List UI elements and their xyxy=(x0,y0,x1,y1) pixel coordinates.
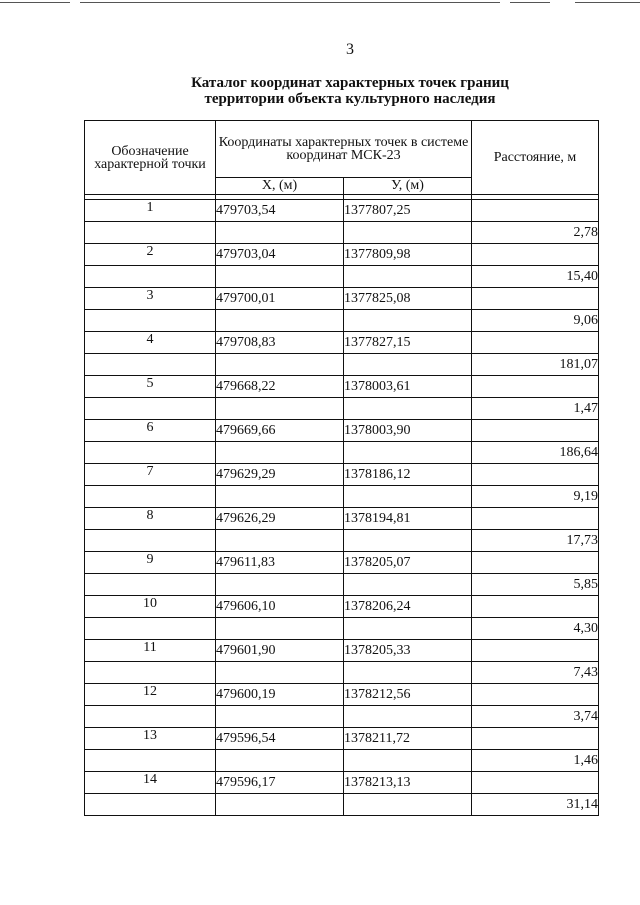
y-coordinate-cell: 1378186,12 xyxy=(344,464,472,486)
y-coordinate-cell: 1377807,25 xyxy=(344,200,472,222)
distance-cell: 4,30 xyxy=(472,618,599,640)
header-point-designation: Обозначение характерной точки xyxy=(85,121,216,195)
distance-row-empty-cell xyxy=(344,354,472,376)
distance-cell: 31,14 xyxy=(472,794,599,816)
point-id-cell: 11 xyxy=(85,640,216,662)
distance-row-empty-cell xyxy=(85,794,216,816)
scan-edge-segment xyxy=(575,2,640,3)
y-coordinate-cell: 1378003,90 xyxy=(344,420,472,442)
point-id-cell: 9 xyxy=(85,552,216,574)
distance-row-empty-cell xyxy=(216,618,344,640)
x-coordinate-cell: 479596,17 xyxy=(216,772,344,794)
distance-row-empty-cell xyxy=(344,574,472,596)
point-id-cell: 2 xyxy=(85,244,216,266)
table-row-distance xyxy=(85,442,599,464)
scan-top-edge xyxy=(0,0,640,6)
distance-cell: 1,47 xyxy=(472,398,599,420)
distance-row-empty-cell xyxy=(85,310,216,332)
table-row-distance xyxy=(85,398,599,420)
distance-row-empty-cell xyxy=(216,442,344,464)
table-row-point xyxy=(85,552,599,574)
distance-row-empty-cell xyxy=(344,750,472,772)
distance-row-empty-cell xyxy=(344,794,472,816)
distance-row-empty-cell xyxy=(344,398,472,420)
distance-row-empty-cell xyxy=(85,662,216,684)
distance-cell: 1,46 xyxy=(472,750,599,772)
table-row-point xyxy=(85,288,599,310)
x-coordinate-cell: 479629,29 xyxy=(216,464,344,486)
header-x: Х, (м) xyxy=(216,178,344,195)
distance-row-empty-cell xyxy=(344,310,472,332)
title-line-2: территории объекта культурного наследия xyxy=(204,91,496,107)
x-coordinate-cell: 479700,01 xyxy=(216,288,344,310)
distance-cell: 17,73 xyxy=(472,530,599,552)
point-id-cell: 10 xyxy=(85,596,216,618)
y-coordinate-cell: 1377827,15 xyxy=(344,332,472,354)
table-row-point xyxy=(85,420,599,442)
distance-empty-cell xyxy=(472,244,599,266)
point-id-cell: 4 xyxy=(85,332,216,354)
distance-cell: 3,74 xyxy=(472,706,599,728)
table-row-distance xyxy=(85,222,599,244)
point-id-cell: 1 xyxy=(85,200,216,222)
table-row-distance xyxy=(85,794,599,816)
point-id-cell: 3 xyxy=(85,288,216,310)
distance-empty-cell xyxy=(472,596,599,618)
point-id-cell: 6 xyxy=(85,420,216,442)
y-coordinate-cell: 1378212,56 xyxy=(344,684,472,706)
distance-cell: 15,40 xyxy=(472,266,599,288)
distance-row-empty-cell xyxy=(85,398,216,420)
y-coordinate-cell: 1378205,33 xyxy=(344,640,472,662)
point-id-cell: 12 xyxy=(85,684,216,706)
x-coordinate-cell: 479596,54 xyxy=(216,728,344,750)
table-row-point xyxy=(85,728,599,750)
distance-row-empty-cell xyxy=(344,486,472,508)
table-row-point xyxy=(85,772,599,794)
distance-cell: 181,07 xyxy=(472,354,599,376)
table-row-point xyxy=(85,200,599,222)
coordinates-table xyxy=(84,120,599,816)
page-number: 3 xyxy=(346,41,354,58)
distance-empty-cell xyxy=(472,640,599,662)
x-coordinate-cell: 479669,66 xyxy=(216,420,344,442)
header-distance: Расстояние, м xyxy=(472,121,599,195)
table-row-point xyxy=(85,332,599,354)
distance-empty-cell xyxy=(472,376,599,398)
y-coordinate-cell: 1377825,08 xyxy=(344,288,472,310)
distance-row-empty-cell xyxy=(216,354,344,376)
distance-row-empty-cell xyxy=(85,530,216,552)
distance-row-empty-cell xyxy=(216,574,344,596)
distance-row-empty-cell xyxy=(344,530,472,552)
x-coordinate-cell: 479708,83 xyxy=(216,332,344,354)
distance-row-empty-cell xyxy=(85,574,216,596)
distance-empty-cell xyxy=(472,552,599,574)
title-line-1: Каталог координат характерных точек границ xyxy=(191,75,509,91)
distance-row-empty-cell xyxy=(85,442,216,464)
header-y: У, (м) xyxy=(344,178,472,195)
distance-cell: 7,43 xyxy=(472,662,599,684)
x-coordinate-cell: 479703,04 xyxy=(216,244,344,266)
distance-empty-cell xyxy=(472,200,599,222)
distance-row-empty-cell xyxy=(344,442,472,464)
header-coordinates: Координаты характерных точек в системе координат МСК-23 xyxy=(216,121,472,178)
x-coordinate-cell: 479606,10 xyxy=(216,596,344,618)
distance-row-empty-cell xyxy=(216,222,344,244)
x-coordinate-cell: 479600,19 xyxy=(216,684,344,706)
distance-row-empty-cell xyxy=(344,706,472,728)
distance-empty-cell xyxy=(472,332,599,354)
distance-row-empty-cell xyxy=(216,398,344,420)
distance-row-empty-cell xyxy=(85,222,216,244)
distance-row-empty-cell xyxy=(85,618,216,640)
point-id-cell: 5 xyxy=(85,376,216,398)
distance-empty-cell xyxy=(472,684,599,706)
table-row-distance xyxy=(85,486,599,508)
distance-cell: 186,64 xyxy=(472,442,599,464)
y-coordinate-cell: 1378213,13 xyxy=(344,772,472,794)
table-row-point xyxy=(85,596,599,618)
distance-empty-cell xyxy=(472,772,599,794)
distance-row-empty-cell xyxy=(344,662,472,684)
distance-cell: 9,19 xyxy=(472,486,599,508)
table-row-point xyxy=(85,464,599,486)
table-row-distance xyxy=(85,310,599,332)
distance-row-empty-cell xyxy=(344,266,472,288)
distance-row-empty-cell xyxy=(216,794,344,816)
distance-cell: 2,78 xyxy=(472,222,599,244)
table-row-point xyxy=(85,508,599,530)
scan-edge-segment xyxy=(80,2,500,3)
y-coordinate-cell: 1378211,72 xyxy=(344,728,472,750)
scan-edge-segment xyxy=(0,2,70,3)
y-coordinate-cell: 1377809,98 xyxy=(344,244,472,266)
distance-row-empty-cell xyxy=(216,750,344,772)
distance-cell: 9,06 xyxy=(472,310,599,332)
distance-row-empty-cell xyxy=(85,354,216,376)
distance-empty-cell xyxy=(472,464,599,486)
distance-row-empty-cell xyxy=(85,486,216,508)
x-coordinate-cell: 479703,54 xyxy=(216,200,344,222)
x-coordinate-cell: 479668,22 xyxy=(216,376,344,398)
distance-row-empty-cell xyxy=(344,618,472,640)
y-coordinate-cell: 1378205,07 xyxy=(344,552,472,574)
table-row-distance xyxy=(85,750,599,772)
point-id-cell: 8 xyxy=(85,508,216,530)
point-id-cell: 7 xyxy=(85,464,216,486)
distance-row-empty-cell xyxy=(344,222,472,244)
distance-row-empty-cell xyxy=(216,530,344,552)
distance-empty-cell xyxy=(472,420,599,442)
distance-row-empty-cell xyxy=(85,706,216,728)
x-coordinate-cell: 479611,83 xyxy=(216,552,344,574)
table-row-distance xyxy=(85,354,599,376)
distance-row-empty-cell xyxy=(216,706,344,728)
distance-row-empty-cell xyxy=(216,266,344,288)
x-coordinate-cell: 479601,90 xyxy=(216,640,344,662)
document-title xyxy=(150,75,550,107)
x-coordinate-cell: 479626,29 xyxy=(216,508,344,530)
table-row-distance xyxy=(85,618,599,640)
table-body xyxy=(85,195,599,816)
scan-edge-segment xyxy=(510,2,550,3)
distance-empty-cell xyxy=(472,508,599,530)
table-row-distance xyxy=(85,266,599,288)
distance-row-empty-cell xyxy=(216,310,344,332)
distance-row-empty-cell xyxy=(85,750,216,772)
point-id-cell: 13 xyxy=(85,728,216,750)
y-coordinate-cell: 1378003,61 xyxy=(344,376,472,398)
table-row-point xyxy=(85,684,599,706)
y-coordinate-cell: 1378194,81 xyxy=(344,508,472,530)
distance-row-empty-cell xyxy=(216,662,344,684)
distance-cell: 5,85 xyxy=(472,574,599,596)
y-coordinate-cell: 1378206,24 xyxy=(344,596,472,618)
table-row-point xyxy=(85,376,599,398)
table-row-distance xyxy=(85,662,599,684)
table-row-point xyxy=(85,244,599,266)
table-row-distance xyxy=(85,574,599,596)
distance-empty-cell xyxy=(472,288,599,310)
point-id-cell: 14 xyxy=(85,772,216,794)
distance-empty-cell xyxy=(472,728,599,750)
distance-row-empty-cell xyxy=(216,486,344,508)
table-row-distance xyxy=(85,530,599,552)
table-row-distance xyxy=(85,706,599,728)
distance-row-empty-cell xyxy=(85,266,216,288)
table-row-point xyxy=(85,640,599,662)
